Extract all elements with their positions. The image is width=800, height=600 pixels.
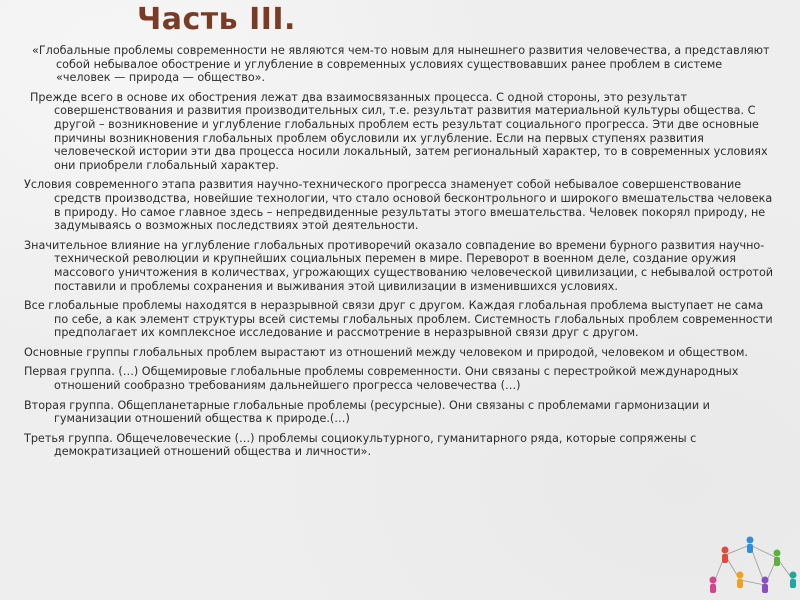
paragraph-4: Значительное влияние на углубление глобальных противоречий оказало совпадение во времени бурного развития научно-технической революции и крупнейших социальных перемен в мире. Переворот в военном деле, создание оружия массового уничтожения в количествах, угрожающих существованию человеческой цивилизации, с небывалой остротой поставили и проблемы сохранения и выживания этой цивилизации в изменившихся условиях. <box>24 238 774 293</box>
paragraph-6: Основные группы глобальных проблем вырастают из отношений между человеком и природой, человеком и обществом. <box>24 345 748 359</box>
paragraph-7: Первая группа. (…) Общемировые глобальные проблемы современности. Они связаны с перестройкой международных отношений сообразно требованиям дальнейшего прогресса человечества (…) <box>24 365 739 393</box>
people-network-icon <box>705 530 800 600</box>
paragraph-1: «Глобальные проблемы современности не являются чем-то новым для нынешнего развития человечества, а представляют собой небывалое обострение и углубление в современных условиях существовавших ранее проблем в системе «человек — природа — общество». <box>32 44 770 85</box>
slide-body <box>24 44 776 465</box>
slide-title: Часть III. <box>137 2 296 37</box>
paragraph-8: Вторая группа. Общепланетарные глобальные проблемы (ресурсные). Они связаны с проблемами гармонизации и гуманизации отношений общества к природе.(…) <box>24 398 710 426</box>
paragraph-3: Условия современного этапа развития научно-технического прогресса знаменует собой небывалое совершенствование средств производства, новейшие технологии, что стало основой бесконтрольного и широкого вмешательства человека в природу. Но самое главное здесь – непредвиденные результаты этого вмешательства. Человек покорял природу, не задумываясь о возможных последствиях этой деятельности. <box>24 178 773 233</box>
paragraph-9: Третья группа. Общечеловеческие (…) проблемы социокультурного, гуманитарного ряда, которые сопряжены с демократизацией отношений общества и личности». <box>24 431 697 459</box>
paragraph-2: Прежде всего в основе их обострения лежат два взаимосвязанных процесса. С одной стороны, это результат совершенствования и развития производительных сил, т.е. результат развития материальной культуры общества. С другой – возникновение и углубление глобальных проблем есть результат социального прогресса. Эти две основные причины возникновения глобальных проблем обусловили их углубление. Если на первых ступенях развития человеческой истории эти два процесса носили локальный, затем региональный характер, то в современных условиях они приобрели глобальный характер. <box>30 90 768 172</box>
paragraph-5: Все глобальные проблемы находятся в неразрывной связи друг с другом. Каждая глобальная проблема выступает не сама по себе, а как элемент структуры всей системы глобальных проблем. Системность глобальных проблем современности предполагает их комплексное исследование и рассмотрение в неразрывной связи друг с другом. <box>24 299 773 340</box>
